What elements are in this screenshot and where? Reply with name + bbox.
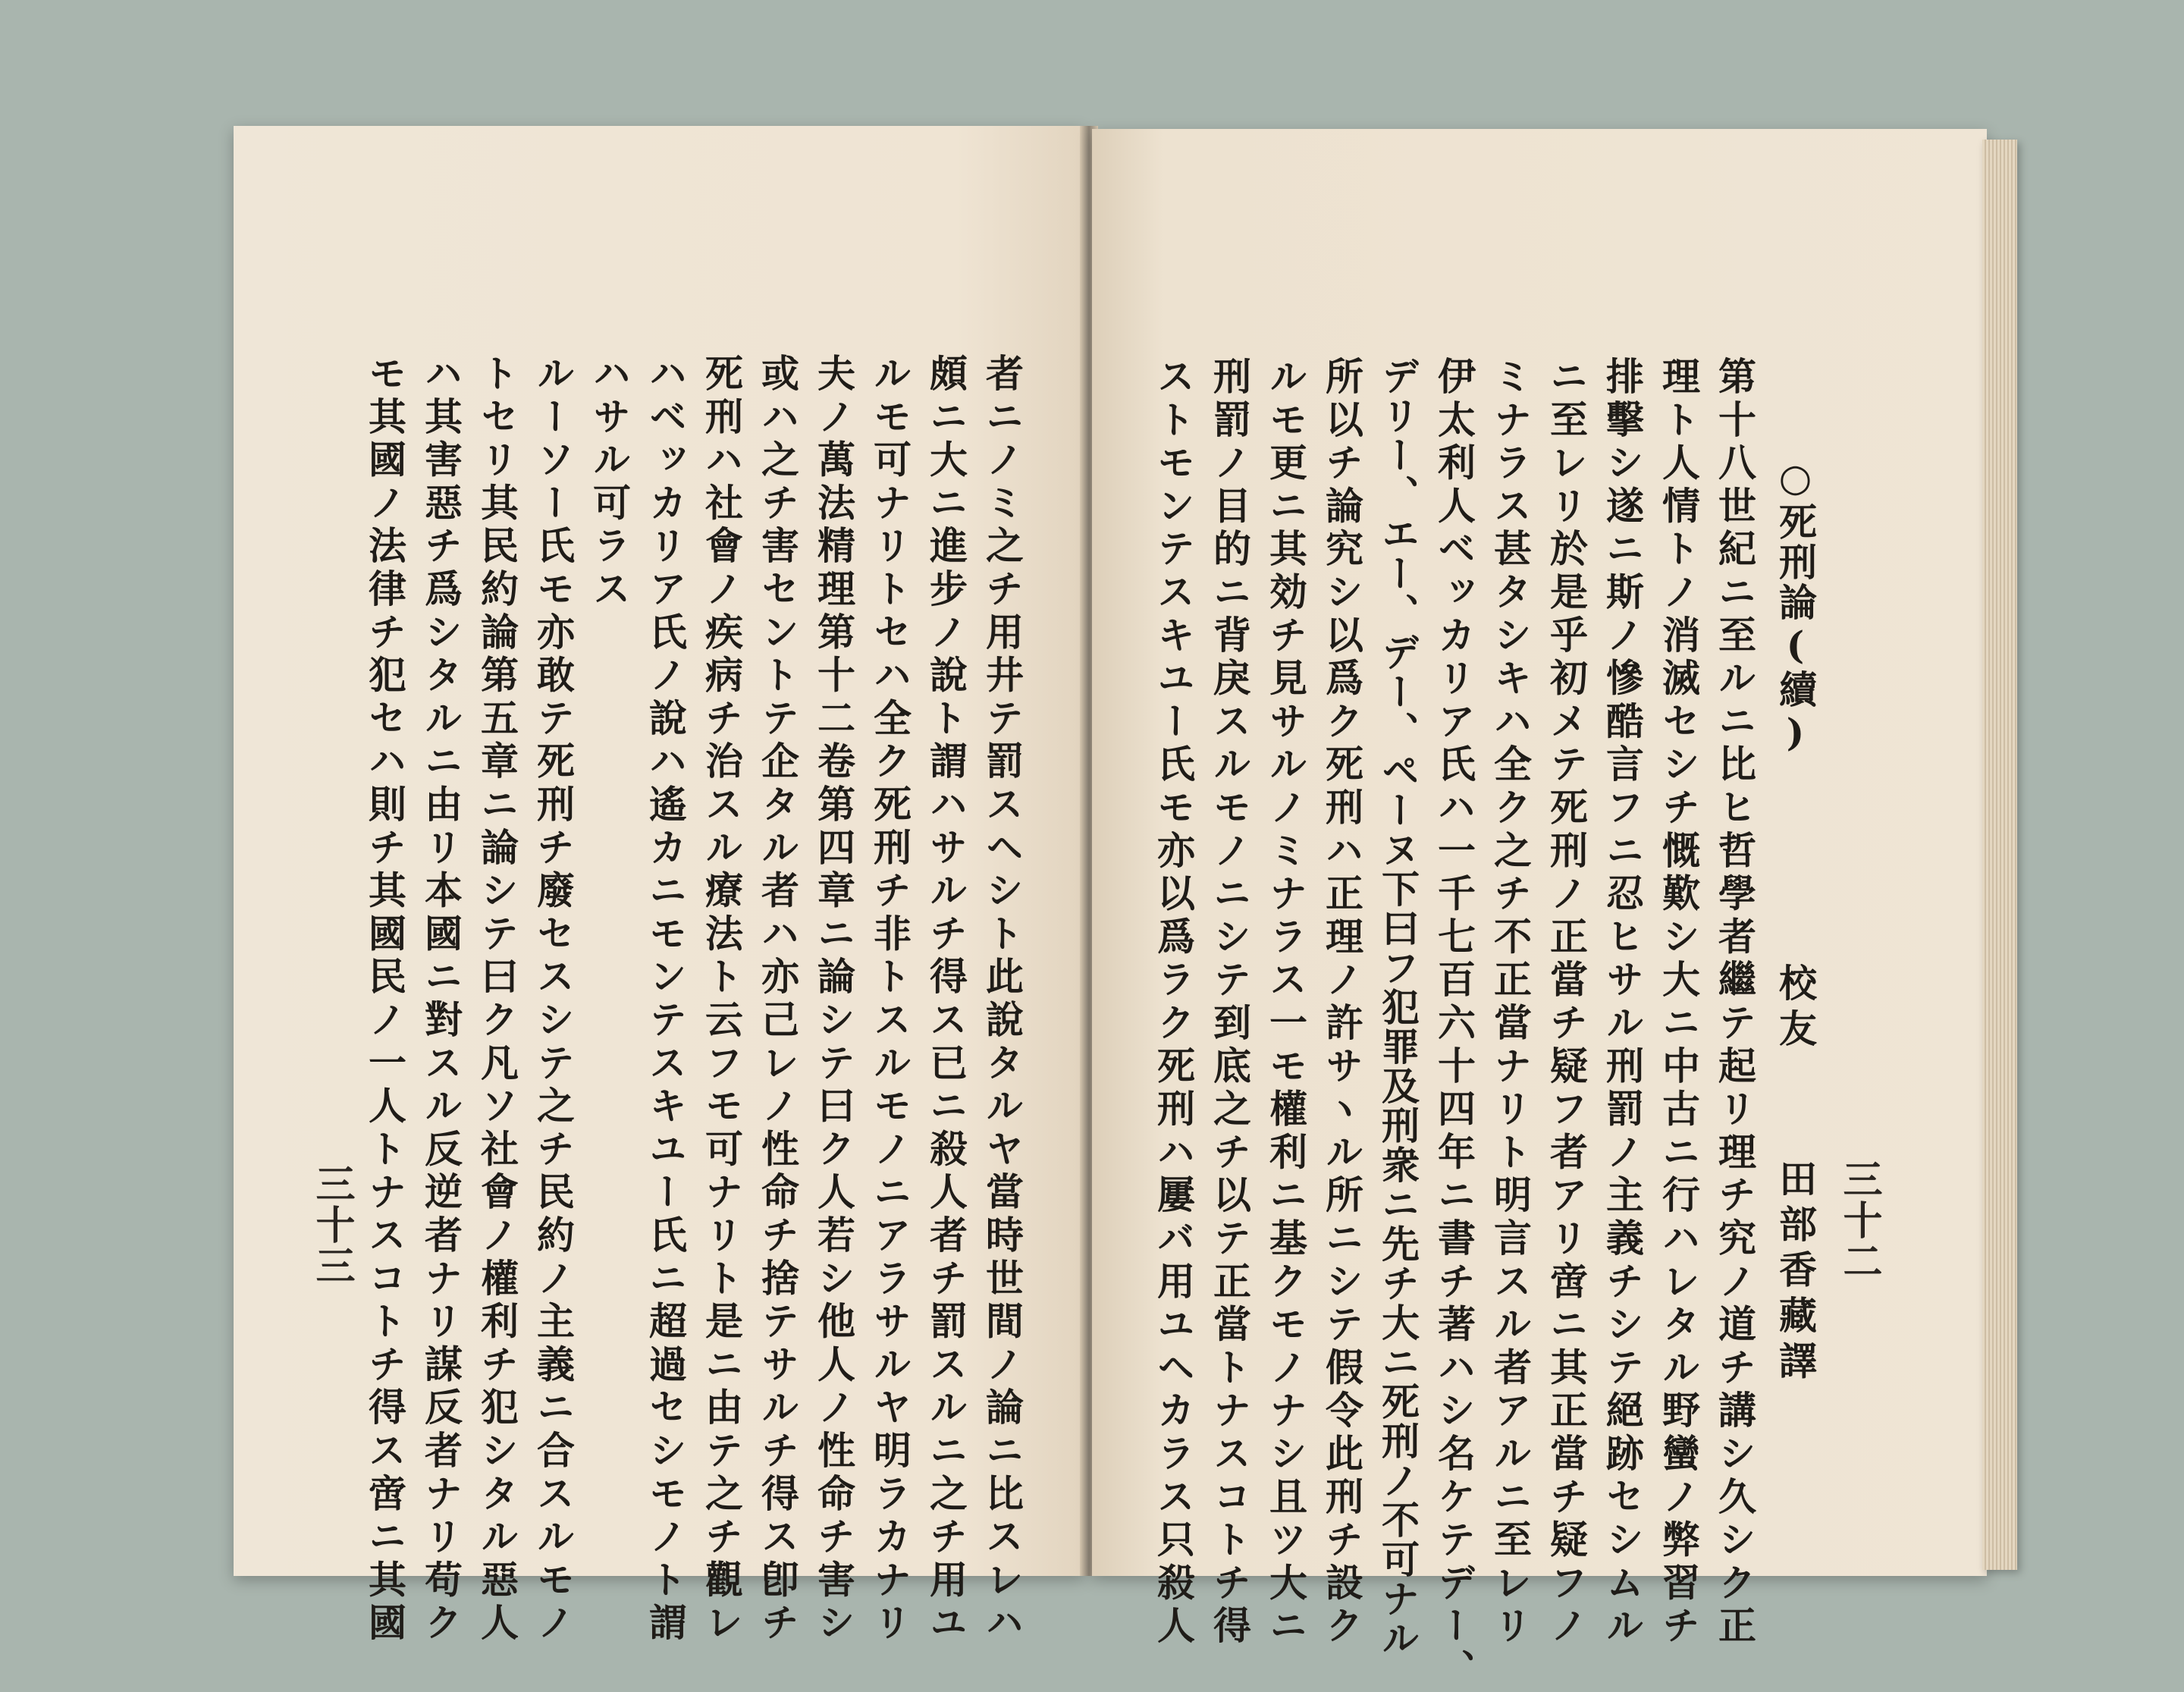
right-page-number: 三十二 <box>1836 1159 1882 1282</box>
left-line-10: トセリ其民約論第五章ニ論シテ曰ク凡ソ社會ノ權利チ犯シタル惡人 <box>475 353 519 1646</box>
right-page <box>1092 129 1987 1692</box>
right-line-1: 第十八世紀ニ至ルニ比ヒ哲學者繼テ起リ理チ究ノ道チ講シ久シク正 <box>1712 356 1757 1649</box>
left-line-11: ハ其害惡チ爲シタルニ由リ本國ニ對スル反逆者ナリ謀反者ナリ苟ク <box>419 353 463 1646</box>
article-title: ○死刑論(續) <box>1773 455 1818 757</box>
translator-byline: 田部香藏譯 <box>1773 1159 1818 1386</box>
right-line-4: ニ至レリ於是乎初メテ死刑ノ正當チ疑フ者アリ啻ニ其正當チ疑フノ <box>1544 356 1589 1649</box>
right-line-9: ルモ更ニ其効チ見サルノミナラス一モ權利ニ基クモノナシ且ツ大ニ <box>1263 356 1308 1649</box>
right-line-5: ミナラス甚タシキハ全ク之チ不正當ナリト明言スル者アルニ至レリ <box>1488 356 1533 1649</box>
left-line-7: ハベッカリア氏ノ說ハ遙カニモンテスキユー氏ニ超過セシモノト謂 <box>643 353 688 1646</box>
right-line-6: 伊太利人ベッカリア氏ハ一千七百六十四年ニ書チ著ハシ名ケテデー、 <box>1432 356 1476 1692</box>
right-line-7: デリー、エー、デー、ペーヌ下曰フ犯罪及刑衆ニ先チ大ニ死刑ノ不可ナル <box>1376 356 1420 1658</box>
left-line-5: 或ハ之チ害セントテ企タル者ハ亦己レノ性命チ捨テサルチ得ス卽チ <box>755 353 800 1646</box>
left-line-12: モ其國ノ法律チ犯セハ則チ其國民ノ一人トナスコトチ得ス啻ニ其國 <box>362 353 407 1646</box>
left-page <box>234 126 1084 1646</box>
right-line-3: 排擊シ遂ニ斯ノ慘酷言フニ忍ヒサル刑罰ノ主義チシテ絕跡セシムル <box>1600 356 1645 1649</box>
right-line-11: ストモンテスキユー氏モ亦以爲ラク死刑ハ屢バ用ユヘカラス只殺人 <box>1151 356 1196 1649</box>
left-line-2: 頗ニ大ニ進步ノ說ト謂ハサルチ得ス已ニ殺人者チ罰スルニ之チ用ユ <box>924 353 968 1646</box>
right-line-8: 所以チ論究シ以爲ク死刑ハ正理ノ許サヽル所ニシテ假令此刑チ設ク <box>1320 356 1364 1649</box>
left-line-3: ルモ可ナリトセハ全ク死刑チ非トスルモノニアラサルヤ明ラカナリ <box>868 353 912 1646</box>
left-line-8: ハサル可ラス <box>587 353 632 612</box>
school-label: 校友 <box>1773 963 1818 1054</box>
left-line-6: 死刑ハ社會ノ疾病チ治スル療法ト云フモ可ナリト是ニ由テ之チ觀レ <box>699 353 744 1646</box>
left-page-number: 三十三 <box>309 1163 355 1286</box>
left-line-9: ルーソー氏モ亦敢テ死刑チ廢セスシテ之チ民約ノ主義ニ合スルモノ <box>531 353 576 1646</box>
left-line-1: 者ニノミ之チ用井テ罰スヘシト此說タルヤ當時世間ノ論ニ比スレハ <box>980 353 1025 1646</box>
right-line-10: 刑罰ノ目的ニ背戾スルモノニシテ到底之チ以テ正當トナスコトチ得 <box>1207 356 1252 1649</box>
left-line-4: 夫ノ萬法精理第十二卷第四章ニ論シテ曰ク人若シ他人ノ性命チ害シ <box>811 353 856 1646</box>
page-edges <box>1982 140 2017 1570</box>
right-line-2: 理ト人情トノ消滅セシチ慨歎シ大ニ中古ニ行ハレタル野蠻ノ弊習チ <box>1656 356 1701 1649</box>
